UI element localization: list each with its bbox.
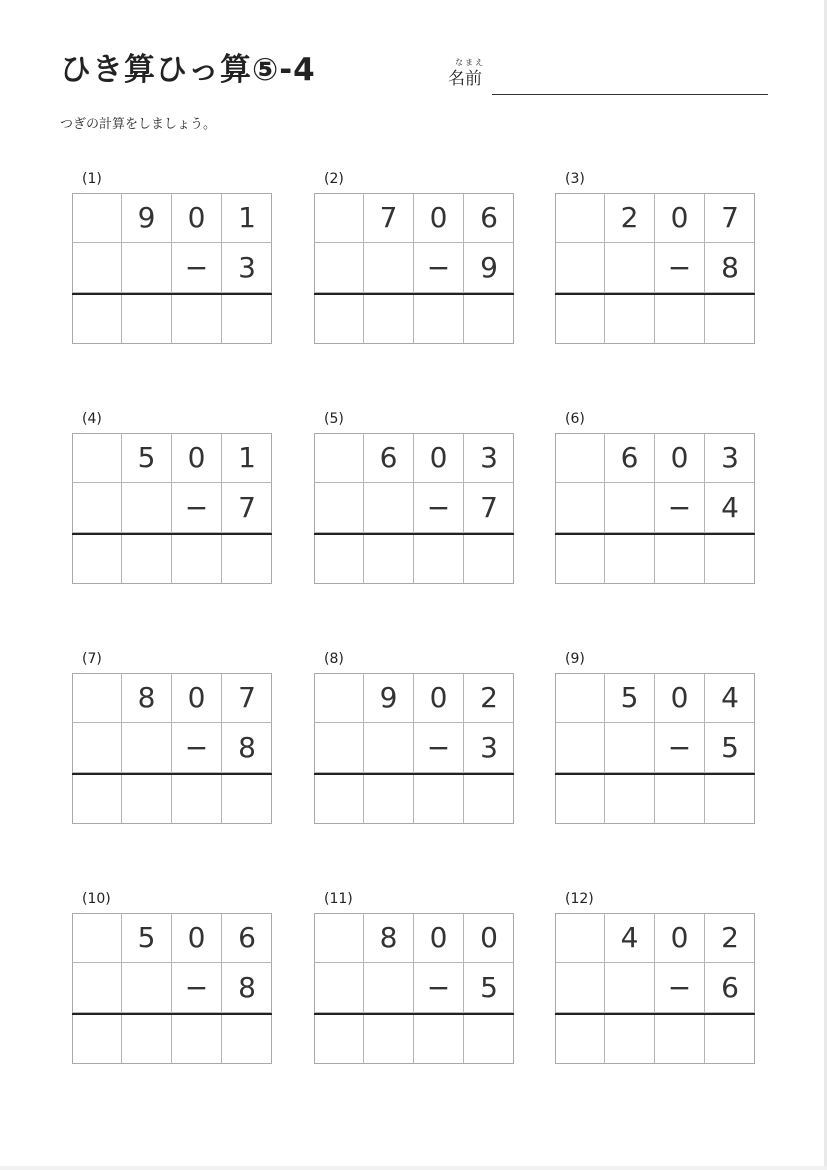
subtrahend-digit-cell (122, 483, 172, 533)
minuend-digit-cell: 0 (655, 193, 705, 243)
problem-label: (5) (324, 411, 344, 427)
answer-line (555, 773, 755, 775)
minuend-digit-cell: 0 (414, 673, 464, 723)
minuend-digit-cell (555, 433, 605, 483)
answer-cell[interactable] (414, 773, 464, 823)
answer-cell[interactable] (364, 1013, 414, 1063)
digit-grid (555, 433, 755, 584)
subtrahend-digit-cell: 5 (705, 723, 755, 773)
minuend-digit-cell: 8 (364, 913, 414, 963)
digit-grid (314, 913, 514, 1064)
answer-cell[interactable] (555, 1013, 605, 1063)
subtrahend-digit-cell: 3 (222, 243, 272, 293)
minuend-digit-cell (555, 673, 605, 723)
answer-cell[interactable] (314, 293, 364, 343)
subtrahend-digit-cell (122, 723, 172, 773)
subtrahend-digit-cell: 7 (222, 483, 272, 533)
answer-cell[interactable] (314, 773, 364, 823)
subtrahend-digit-cell (122, 963, 172, 1013)
subtrahend-digit-cell (555, 723, 605, 773)
answer-line (555, 533, 755, 535)
minus-sign-cell: − (172, 963, 222, 1013)
minuend-digit-cell: 7 (705, 193, 755, 243)
minuend-digit-cell: 4 (605, 913, 655, 963)
subtrahend-digit-cell (72, 723, 122, 773)
minuend-digit-cell: 0 (414, 433, 464, 483)
subtrahend-digit-cell (555, 243, 605, 293)
problem-label: (2) (324, 171, 344, 187)
answer-cell[interactable] (222, 533, 272, 583)
problem-label: (4) (82, 411, 102, 427)
answer-cell[interactable] (72, 533, 122, 583)
answer-cell[interactable] (222, 773, 272, 823)
minuend-digit-cell: 9 (122, 193, 172, 243)
minuend-digit-cell: 0 (172, 913, 222, 963)
minuend-digit-cell: 0 (655, 433, 705, 483)
subtrahend-digit-cell: 8 (222, 723, 272, 773)
subtrahend-digit-cell (364, 723, 414, 773)
subtrahend-digit-cell: 5 (464, 963, 514, 1013)
subtrahend-digit-cell (314, 723, 364, 773)
digit-grid (72, 913, 272, 1064)
answer-line (72, 533, 272, 535)
digit-grid (314, 673, 514, 824)
answer-line (555, 1013, 755, 1015)
answer-cell[interactable] (464, 1013, 514, 1063)
subtrahend-digit-cell (555, 483, 605, 533)
answer-cell[interactable] (122, 533, 172, 583)
minus-sign-cell: − (172, 723, 222, 773)
answer-cell[interactable] (464, 533, 514, 583)
answer-cell[interactable] (605, 533, 655, 583)
subtrahend-digit-cell (605, 243, 655, 293)
digit-grid (555, 913, 755, 1064)
minuend-digit-cell (314, 673, 364, 723)
minuend-digit-cell: 0 (655, 913, 705, 963)
subtrahend-digit-cell: 8 (705, 243, 755, 293)
subtrahend-digit-cell (605, 483, 655, 533)
name-label (448, 58, 492, 90)
minuend-digit-cell: 2 (705, 913, 755, 963)
minus-sign-cell: − (172, 243, 222, 293)
answer-cell[interactable] (364, 293, 414, 343)
answer-cell[interactable] (72, 1013, 122, 1063)
subtrahend-digit-cell (314, 483, 364, 533)
problem-label: (6) (565, 411, 585, 427)
answer-cell[interactable] (222, 1013, 272, 1063)
minus-sign-cell: − (655, 963, 705, 1013)
answer-cell[interactable] (172, 533, 222, 583)
name-ruby: なまえ (455, 58, 485, 67)
minuend-digit-cell: 2 (605, 193, 655, 243)
answer-cell[interactable] (555, 773, 605, 823)
answer-line (72, 773, 272, 775)
minuend-digit-cell: 2 (464, 673, 514, 723)
minuend-digit-cell: 0 (172, 433, 222, 483)
answer-line (314, 773, 514, 775)
subtrahend-digit-cell (314, 243, 364, 293)
minus-sign-cell: − (655, 483, 705, 533)
problem-label: (12) (565, 891, 594, 907)
answer-cell[interactable] (414, 293, 464, 343)
digit-grid (555, 193, 755, 344)
minuend-digit-cell: 5 (605, 673, 655, 723)
minuend-digit-cell: 0 (414, 193, 464, 243)
answer-cell[interactable] (414, 1013, 464, 1063)
answer-line (555, 293, 755, 295)
subtrahend-digit-cell: 6 (705, 963, 755, 1013)
minuend-digit-cell: 6 (222, 913, 272, 963)
minuend-digit-cell: 5 (122, 433, 172, 483)
answer-cell[interactable] (655, 293, 705, 343)
minuend-digit-cell: 9 (364, 673, 414, 723)
problem-label: (8) (324, 651, 344, 667)
answer-cell[interactable] (655, 533, 705, 583)
minus-sign-cell: − (414, 723, 464, 773)
subtrahend-digit-cell: 4 (705, 483, 755, 533)
subtrahend-digit-cell (364, 243, 414, 293)
answer-cell[interactable] (605, 1013, 655, 1063)
subtrahend-digit-cell (72, 483, 122, 533)
answer-cell[interactable] (314, 533, 364, 583)
digit-grid (72, 673, 272, 824)
answer-cell[interactable] (555, 533, 605, 583)
answer-cell[interactable] (222, 293, 272, 343)
minuend-digit-cell: 8 (122, 673, 172, 723)
answer-line (314, 533, 514, 535)
subtrahend-digit-cell (605, 963, 655, 1013)
subtrahend-digit-cell: 8 (222, 963, 272, 1013)
answer-cell[interactable] (364, 773, 414, 823)
digit-grid (555, 673, 755, 824)
minuend-digit-cell: 0 (414, 913, 464, 963)
name-text: 名前 (448, 69, 482, 89)
minuend-digit-cell (314, 433, 364, 483)
answer-line (72, 1013, 272, 1015)
subtrahend-digit-cell (364, 483, 414, 533)
minus-sign-cell: − (655, 243, 705, 293)
answer-line (314, 293, 514, 295)
minuend-digit-cell: 0 (172, 193, 222, 243)
minuend-digit-cell: 3 (705, 433, 755, 483)
answer-cell[interactable] (314, 1013, 364, 1063)
minuend-digit-cell (555, 913, 605, 963)
answer-cell[interactable] (605, 293, 655, 343)
answer-cell[interactable] (364, 533, 414, 583)
answer-cell[interactable] (172, 773, 222, 823)
subtrahend-digit-cell (364, 963, 414, 1013)
answer-cell[interactable] (414, 533, 464, 583)
minus-sign-cell: − (414, 483, 464, 533)
subtrahend-digit-cell: 3 (464, 723, 514, 773)
answer-cell[interactable] (464, 293, 514, 343)
minuend-digit-cell: 6 (464, 193, 514, 243)
answer-cell[interactable] (555, 293, 605, 343)
minuend-digit-cell: 6 (364, 433, 414, 483)
worksheet-title: ひき算ひっ算⑤-4 (60, 52, 316, 88)
answer-cell[interactable] (122, 293, 172, 343)
minuend-digit-cell (314, 193, 364, 243)
answer-cell[interactable] (122, 1013, 172, 1063)
minuend-digit-cell: 7 (222, 673, 272, 723)
digit-grid (72, 433, 272, 584)
minuend-digit-cell: 4 (705, 673, 755, 723)
subtrahend-digit-cell (314, 963, 364, 1013)
minus-sign-cell: − (414, 243, 464, 293)
minuend-digit-cell (72, 193, 122, 243)
minus-sign-cell: − (172, 483, 222, 533)
subtrahend-digit-cell (72, 963, 122, 1013)
minuend-digit-cell (72, 433, 122, 483)
digit-grid (314, 433, 514, 584)
minuend-digit-cell (72, 913, 122, 963)
minus-sign-cell: − (414, 963, 464, 1013)
subtrahend-digit-cell (122, 243, 172, 293)
problem-label: (10) (82, 891, 111, 907)
digit-grid (72, 193, 272, 344)
problem-label: (11) (324, 891, 353, 907)
minuend-digit-cell (555, 193, 605, 243)
answer-cell[interactable] (464, 773, 514, 823)
subtrahend-digit-cell (605, 723, 655, 773)
answer-cell[interactable] (705, 773, 755, 823)
minuend-digit-cell (72, 673, 122, 723)
answer-cell[interactable] (705, 293, 755, 343)
answer-cell[interactable] (605, 773, 655, 823)
minuend-digit-cell: 0 (172, 673, 222, 723)
answer-cell[interactable] (705, 1013, 755, 1063)
minuend-digit-cell: 7 (364, 193, 414, 243)
minus-sign-cell: − (655, 723, 705, 773)
instructions: つぎの計算をしましょう。 (60, 117, 217, 132)
subtrahend-digit-cell: 9 (464, 243, 514, 293)
answer-cell[interactable] (172, 1013, 222, 1063)
answer-cell[interactable] (72, 293, 122, 343)
subtrahend-digit-cell (555, 963, 605, 1013)
subtrahend-digit-cell (72, 243, 122, 293)
minuend-digit-cell: 5 (122, 913, 172, 963)
answer-cell[interactable] (122, 773, 172, 823)
answer-cell[interactable] (655, 1013, 705, 1063)
problem-label: (7) (82, 651, 102, 667)
minuend-digit-cell: 0 (655, 673, 705, 723)
digit-grid (314, 193, 514, 344)
page-bottom-edge (0, 1166, 827, 1170)
answer-cell[interactable] (172, 293, 222, 343)
minuend-digit-cell: 0 (464, 913, 514, 963)
answer-cell[interactable] (655, 773, 705, 823)
answer-cell[interactable] (72, 773, 122, 823)
problem-label: (1) (82, 171, 102, 187)
name-field-line[interactable] (492, 94, 768, 95)
problem-label: (3) (565, 171, 585, 187)
minuend-digit-cell: 1 (222, 433, 272, 483)
subtrahend-digit-cell: 7 (464, 483, 514, 533)
answer-line (314, 1013, 514, 1015)
minuend-digit-cell: 6 (605, 433, 655, 483)
problem-label: (9) (565, 651, 585, 667)
minuend-digit-cell: 1 (222, 193, 272, 243)
minuend-digit-cell (314, 913, 364, 963)
minuend-digit-cell: 3 (464, 433, 514, 483)
answer-cell[interactable] (705, 533, 755, 583)
answer-line (72, 293, 272, 295)
